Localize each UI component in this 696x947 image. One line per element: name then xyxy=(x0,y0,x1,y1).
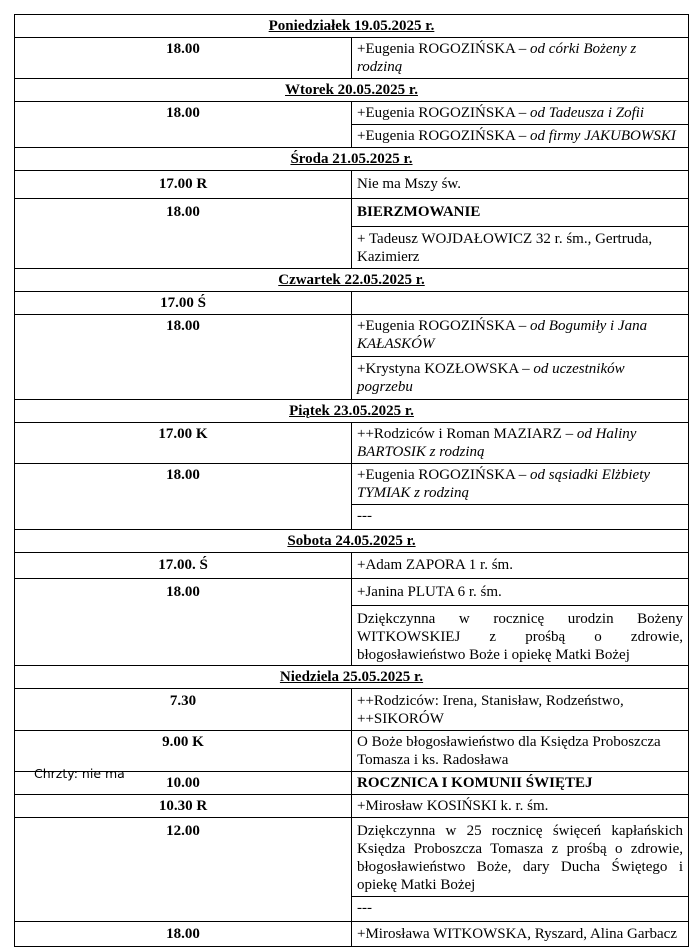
mass-intention: BIERZMOWANIE xyxy=(352,199,689,227)
mass-intention: --- xyxy=(352,505,689,530)
intention-dedication: od Haliny BARTOSIK z rodziną xyxy=(357,426,637,460)
intention-dedication: od córki Bożeny z rodziną xyxy=(357,41,637,75)
mass-time: 18.00 xyxy=(15,199,352,269)
mass-row xyxy=(15,795,689,818)
mass-time: 18.00 xyxy=(15,579,352,666)
mass-time: 10.30 R xyxy=(15,795,352,818)
mass-intention: --- xyxy=(352,897,689,922)
day-header-row xyxy=(15,15,689,38)
mass-time: 10.00 xyxy=(15,772,352,795)
mass-intention: +Eugenia ROGOZIŃSKA – od firmy JAKUBOWSKI xyxy=(352,125,689,148)
mass-intention: +Mirosław KOSIŃSKI k. r. śm. xyxy=(352,795,689,818)
mass-time: 7.30 xyxy=(15,689,352,731)
intention-dedication: od firmy JAKUBOWSKI xyxy=(530,128,676,144)
mass-time: 12.00 xyxy=(15,818,352,922)
day-header-row xyxy=(15,269,689,292)
day-header-row xyxy=(15,666,689,689)
day-title: Czwartek 22.05.2025 r. xyxy=(15,269,689,292)
mass-intention: +Mirosława WITKOWSKA, Ryszard, Alina Garbacz xyxy=(352,922,689,947)
mass-row xyxy=(15,922,689,947)
mass-intention: +Eugenia ROGOZIŃSKA – od Bogumiły i Jana KAŁASKÓW xyxy=(352,315,689,357)
mass-row xyxy=(15,38,689,79)
intention-dedication: od uczestników pogrzebu xyxy=(357,361,625,395)
day-title: Piątek 23.05.2025 r. xyxy=(15,400,689,423)
mass-row xyxy=(15,315,689,357)
mass-intention: Dziękczynna w 25 rocznicę święceń kapłańskich Księdza Proboszcza Tomasza z prośbą o zdrowie, błogosławieństwo Boże, dary Ducha Świętego i opiekę Matki Bożej xyxy=(352,818,689,897)
mass-row xyxy=(15,689,689,731)
day-title: Wtorek 20.05.2025 r. xyxy=(15,79,689,102)
mass-time: 18.00 xyxy=(15,38,352,79)
mass-time: 9.00 K xyxy=(15,731,352,772)
day-title: Środa 21.05.2025 r. xyxy=(15,148,689,171)
day-title: Sobota 24.05.2025 r. xyxy=(15,530,689,553)
mass-intention: +Eugenia ROGOZIŃSKA – od sąsiadki Elżbiety TYMIAK z rodziną xyxy=(352,464,689,505)
mass-row xyxy=(15,171,689,199)
mass-time: 17.00. Ś xyxy=(15,553,352,579)
day-header-row xyxy=(15,400,689,423)
mass-intention: +Eugenia ROGOZIŃSKA – od Tadeusza i Zofii xyxy=(352,102,689,125)
intention-dedication: od Bogumiły i Jana KAŁASKÓW xyxy=(357,318,648,352)
mass-intention: Dziękczynna w rocznicę urodzin Bożeny WITKOWSKIEJ z prośbą o zdrowie, błogosławieństwo Boże i opiekę Matki Bożej xyxy=(352,606,689,666)
mass-row xyxy=(15,199,689,227)
mass-row xyxy=(15,423,689,464)
mass-intention: ++Rodziców i Roman MAZIARZ – od Haliny BARTOSIK z rodziną xyxy=(352,423,689,464)
mass-row xyxy=(15,579,689,606)
mass-intention: +Krystyna KOZŁOWSKA – od uczestników pogrzebu xyxy=(352,357,689,400)
day-header-row xyxy=(15,148,689,171)
mass-time: 17.00 R xyxy=(15,171,352,199)
mass-intention: ROCZNICA I KOMUNII ŚWIĘTEJ xyxy=(352,772,689,795)
mass-intention: Nie ma Mszy św. xyxy=(352,171,689,199)
day-title: Poniedziałek 19.05.2025 r. xyxy=(15,15,689,38)
mass-intention: ++Rodziców: Irena, Stanisław, Rodzeństwo, ++SIKORÓW xyxy=(352,689,689,731)
mass-time: 17.00 K xyxy=(15,423,352,464)
mass-row xyxy=(15,553,689,579)
mass-intention xyxy=(352,292,689,315)
mass-schedule-table xyxy=(14,14,689,947)
mass-row xyxy=(15,102,689,125)
mass-intention: O Boże błogosławieństwo dla Księdza Proboszcza Tomasza i ks. Radosława xyxy=(352,731,689,772)
mass-intention: +Janina PLUTA 6 r. śm. xyxy=(352,579,689,606)
day-title: Niedziela 25.05.2025 r. xyxy=(15,666,689,689)
intention-dedication: od sąsiadki Elżbiety TYMIAK z rodziną xyxy=(357,467,651,501)
mass-time: 18.00 xyxy=(15,464,352,530)
mass-row xyxy=(15,292,689,315)
baptisms-note: Chrzty: nie ma xyxy=(34,766,125,781)
mass-row xyxy=(15,818,689,897)
mass-time: 18.00 xyxy=(15,922,352,947)
mass-time: 18.00 xyxy=(15,315,352,400)
mass-intention: + Tadeusz WOJDAŁOWICZ 32 r. śm., Gertruda, Kazimierz xyxy=(352,227,689,269)
mass-time: 17.00 Ś xyxy=(15,292,352,315)
mass-row xyxy=(15,464,689,505)
day-header-row xyxy=(15,79,689,102)
intention-dedication: od Tadeusza i Zofii xyxy=(530,105,645,121)
mass-intention: +Eugenia ROGOZIŃSKA – od córki Bożeny z rodziną xyxy=(352,38,689,79)
mass-intention: +Adam ZAPORA 1 r. śm. xyxy=(352,553,689,579)
day-header-row xyxy=(15,530,689,553)
mass-time: 18.00 xyxy=(15,102,352,148)
